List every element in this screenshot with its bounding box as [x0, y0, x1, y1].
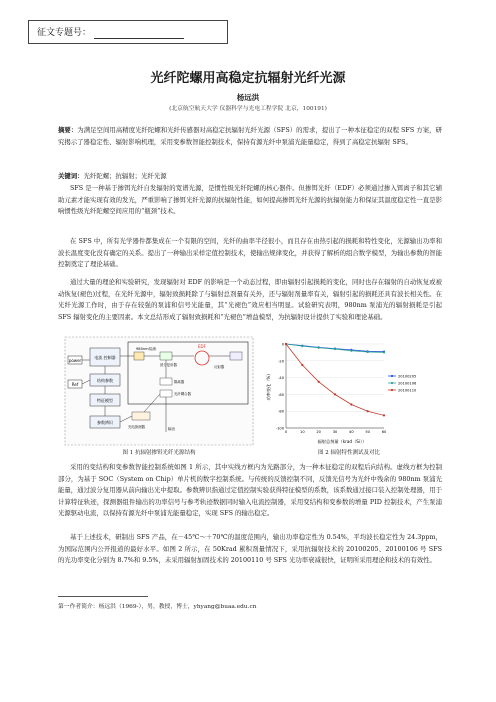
ref-text: Ref	[71, 382, 79, 387]
paragraph-5: 基于上述技术，研制出 SFS 产品，在－45℃～＋70℃的温度范围内，输出功率稳定性为 0.54%，平均波长稳定性为 24.3ppm，为国际范围内公开报道的最好水平。如图 2 所示，在 50Krad 累积剂量情况下，采用抗辐射技术的 20100205、20100106 号 SFS 的光功率变化分别为 8.7%和 9.5%，未采用辐射加固技术的 20100110 号 SFS 光功率衰减很快，证明所采用理论和技术的有效性。	[58, 533, 442, 565]
y-tick-label: -40	[278, 376, 284, 381]
data-point	[318, 347, 320, 349]
power-text: power	[68, 358, 82, 363]
x-tick-label: 60	[381, 430, 387, 434]
data-point	[367, 351, 369, 353]
figure-2-chart	[264, 336, 434, 446]
topic-blank	[94, 27, 184, 39]
y-tick-label: -100	[275, 426, 284, 431]
coupler	[160, 390, 172, 397]
pump-label: 980nm泵浦	[136, 347, 156, 351]
paper-author: 杨远洪	[236, 93, 260, 102]
paragraph-2: 在 SFS 中，所有光学器件都集成在一个有限的空间，光纤的曲率半径很小，而且存在由热引起的损耗和特性变化，光源输出功率和波长温度变化没有确定的关系。提出了一种输出采样定值控制技术，使输出规律变化，并获得了解析的组合数学模型，为输出参数的智能控制奠定了理论基础。	[58, 237, 442, 269]
structure-param-text: 结构参数	[97, 378, 113, 383]
footnote: 第一作者简介：杨远洪（1969-），男，教授，博士，yhyang@buaa.edu.cn	[58, 604, 257, 610]
figure-area	[64, 336, 434, 458]
abstract-text: 为满足空间用高精度光纤陀螺和光纤传感器对高稳定抗辐射光纤光源（SFS）的需求，提出了一种本征稳定的双程 SFS 方案，研究揭示了器稳定性、辐射影响机理，采用变参数智能控制技术，保持有源光纤中泵浦光能量稳定，得到了高稳定抗辐射 SFS。	[58, 126, 442, 146]
figure-1-caption: 图 1 抗辐射掺铒光纤光源结构	[122, 450, 196, 456]
paragraph-4: 采用的变结构和变参数智能控制系统如图 1 所示，其中实线方框内为光路部分，为一种本征稳定的双程后向结构。虚线方框为控制部分，为基于 SOC（System on Chip）单片机的数字控制系统。与传统的反馈控制不同，反馈光信号为光纤中残余的 980nm 泵浦光能量，通过波分复用器从前向输出光中提取。参数辨识指通过定值控制实验获得特征模型的系数，该系数通过接口装入控制处理器，用于计算特征轨迹，探测器组件输出的功率信号与参考轨迹数据同时输入电流控制器，采用变结构和变参数的增量 PID 控制技术，产生泵浦光源驱动电流，以保持有源光纤中泵浦光能量稳定，实现 SFS 的输出稳定。	[58, 463, 442, 518]
current-controller-text: 电流 控制器	[94, 355, 116, 360]
x-tick-label: 20	[316, 430, 321, 434]
x-tick-label: 40	[349, 430, 354, 434]
x-tick-label: 50	[365, 430, 370, 434]
data-point	[334, 348, 336, 350]
legend-marker	[391, 389, 393, 391]
paper-affiliation: (北京航空航天大学 仪器科学与光电工程学院 北京，100191)	[169, 106, 327, 112]
output-label: 输出	[168, 427, 176, 431]
chart-y-label: 功率变化（%）	[266, 371, 271, 401]
chart-x-label: 辐射总剂量（krad（Si））	[317, 439, 367, 444]
keywords	[58, 171, 442, 183]
feature-model-text: 特征模型	[97, 398, 113, 403]
x-tick-label: 30	[332, 430, 338, 434]
data-point	[301, 345, 303, 347]
paper-title: 光纤陀螺用高稳定抗辐射光纤光源	[150, 71, 346, 86]
y-tick-label: -80	[278, 409, 284, 414]
keywords-text: 光纤陀螺；抗辐射；光纤光源	[83, 172, 167, 180]
y-tick-label: 0	[281, 342, 284, 347]
legend-marker	[391, 382, 393, 384]
coupler-label: 光纤耦合器	[174, 392, 191, 396]
data-point	[301, 364, 303, 366]
legend-label: 20100110	[398, 388, 417, 393]
data-point	[350, 403, 352, 405]
keywords-label: 关键词：	[58, 172, 84, 180]
reflector	[230, 352, 242, 360]
isolator-label: 隔离器	[174, 380, 185, 384]
param-id-text: 参数辨识	[97, 420, 113, 425]
y-tick-label: -20	[278, 359, 284, 364]
photodetector-label: 光电探测器	[128, 425, 145, 429]
pump-laser	[134, 352, 144, 360]
paragraph-1: SFS 是一种基于掺铒光纤自发辐射的宽谱光源，是惯性级光纤陀螺的核心器件。但掺铒光纤（EDF）必须通过掺入铒离子和其它辅助元素才能实现有效的发光，严重影响了掺铒光纤光源的抗辐射性能，如何提高掺铒光纤光源的抗辐射能力和保证其温度稳定性一直是影响惯性级光纤陀螺空间应用的“瓶颈”技术。	[58, 184, 442, 216]
data-point	[334, 393, 336, 395]
figure-2-caption: 图 2 辐射特性测试及对比	[318, 450, 380, 456]
data-point	[383, 414, 385, 416]
abstract-label: 摘要：	[58, 126, 78, 134]
photodetector	[132, 412, 150, 420]
legend-marker	[391, 375, 393, 377]
reflector-label: 反射器	[214, 365, 225, 369]
topic-number-box	[28, 20, 228, 44]
data-point	[350, 350, 352, 352]
data-point	[383, 351, 385, 353]
x-tick-label: 0	[284, 430, 288, 434]
data-point	[367, 410, 369, 412]
isolator	[160, 378, 172, 385]
footnote-divider	[58, 596, 148, 597]
data-point	[285, 343, 287, 345]
legend-label: 20100205	[398, 374, 417, 379]
y-tick-label: -60	[278, 392, 284, 397]
abstract	[58, 125, 442, 148]
topic-label: 征文专题号：	[37, 28, 92, 38]
data-point	[318, 381, 320, 383]
paragraph-3: 通过大量的理论和实验研究，发现辐射对 EDF 的影响是一个动态过程，即由辐射引起损耗的变化，同时也存在辐射的自动恢复或被动恢复(褪色)过程，在光纤光源中，辐射致损耗除了与辐射总剂量有关外，还与辐射剂量率有关，辐射引起的损耗还具有波长相关性。在光纤光源工作时，由于存在较强的泵浦和信号光能量，其“光褪色”效应相当明显。试验研究表明，980nm 泵浦光的辐射损耗是引起 SFS 辐射变化的主要因素。本文总结形成了辐射致损耗和“光褪色”增益模型，为抗辐射设计提供了实验和理论基础。	[58, 278, 442, 321]
chart-legend	[388, 374, 417, 392]
x-tick-label: 10	[300, 430, 305, 434]
wdm-label: 波分复用器	[160, 363, 177, 367]
wdm	[160, 352, 172, 360]
edf-label: EDF	[198, 344, 206, 349]
legend-label: 20100106	[398, 381, 417, 386]
figure-1-diagram	[64, 336, 254, 446]
